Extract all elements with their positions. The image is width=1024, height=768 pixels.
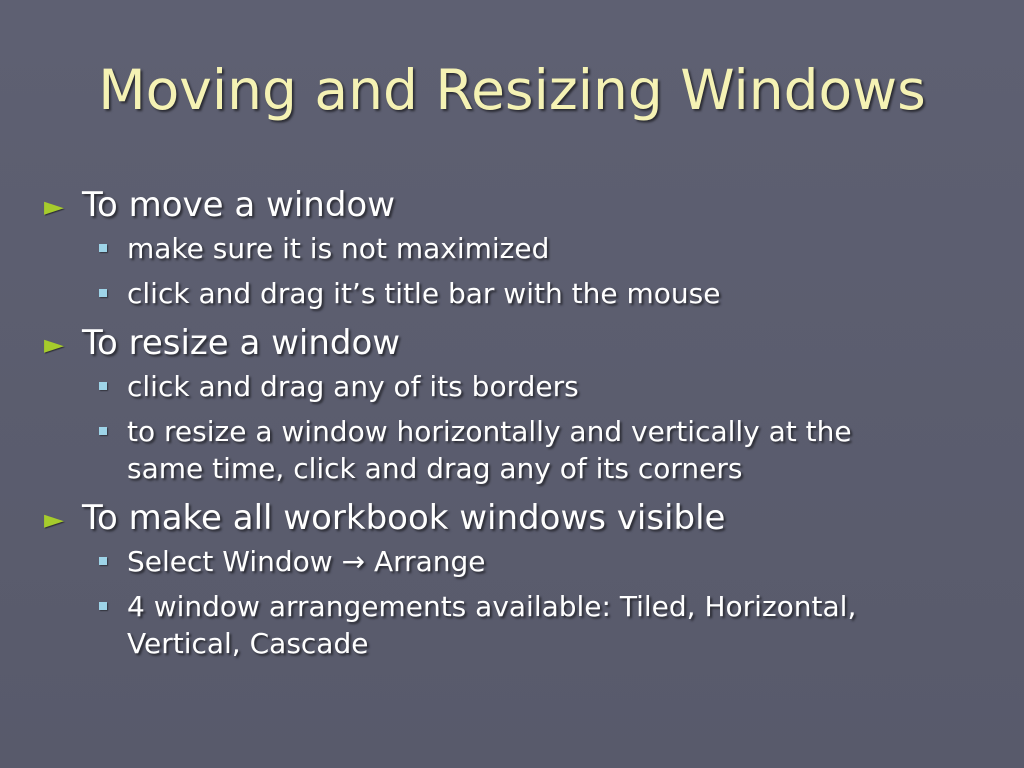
sub-bullet-item — [44, 588, 917, 662]
sub-bullet-text: 4 window arrangements available: Tiled, Horizontal, Vertical, Cascade — [127, 590, 857, 660]
sub-bullet-text: click and drag any of its borders — [127, 370, 579, 403]
bullet-item — [44, 182, 944, 228]
bullet-group-visible — [44, 495, 944, 662]
square-icon — [99, 427, 107, 435]
slide-title: Moving and Resizing Windows — [98, 58, 926, 122]
triangle-right-icon: ► — [44, 505, 64, 535]
sub-bullet-item — [44, 230, 917, 267]
sub-bullet-item — [44, 413, 917, 487]
bullet-text: To move a window — [82, 185, 396, 225]
triangle-right-icon: ► — [44, 192, 64, 222]
sub-bullet-item — [44, 368, 917, 405]
sub-bullet-text: click and drag it’s title bar with the mouse — [127, 277, 721, 310]
sub-bullet-item — [44, 275, 917, 312]
sub-bullet-text: to resize a window horizontally and vertically at the same time, click and drag any of its corners — [127, 415, 852, 485]
square-icon — [99, 557, 107, 565]
square-icon — [99, 289, 107, 297]
sub-bullet-item — [44, 543, 917, 580]
bullet-group-resize — [44, 320, 944, 487]
bullet-list — [44, 182, 944, 670]
square-icon — [99, 382, 107, 390]
square-icon — [99, 244, 107, 252]
triangle-right-icon: ► — [44, 330, 64, 360]
square-icon — [99, 602, 107, 610]
bullet-item — [44, 320, 944, 366]
bullet-item — [44, 495, 944, 541]
bullet-text: To make all workbook windows visible — [82, 498, 726, 538]
sub-bullet-text: make sure it is not maximized — [127, 232, 550, 265]
sub-bullet-text: Select Window → Arrange — [127, 545, 486, 578]
bullet-text: To resize a window — [82, 323, 401, 363]
bullet-group-move — [44, 182, 944, 312]
